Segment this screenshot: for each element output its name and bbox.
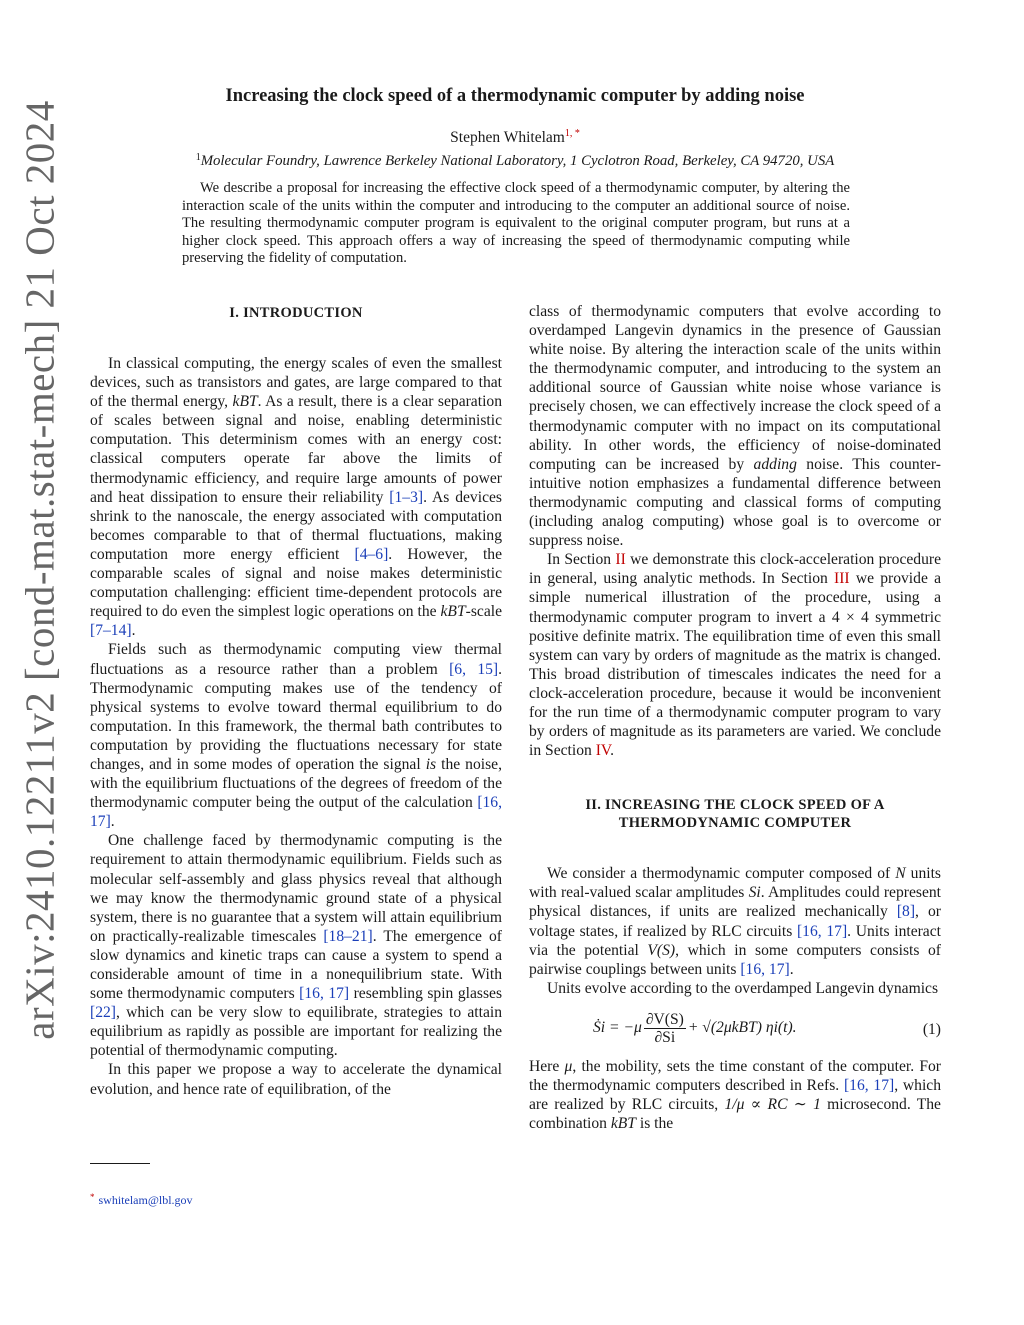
affiliation-mark: 1	[195, 152, 201, 163]
citation-16-17[interactable]: [16, 17]	[299, 985, 350, 1003]
langevin-equation	[529, 1009, 941, 1045]
citation-22[interactable]: [22]	[90, 1004, 116, 1022]
footnote	[90, 1192, 193, 1208]
equation-fraction: $\frac{\partial V(S)}{\partial Si}$	[645, 1010, 684, 1046]
equation-formula: Ṡi = −μ $\frac{\partial V(S)}{\partial Si}$ + √(2μkBT) ηi(t).	[593, 1010, 797, 1046]
citation-18-21[interactable]: [18–21]	[323, 927, 373, 945]
author-email-link[interactable]: swhitelam@lbl.gov	[98, 1193, 193, 1207]
equation-number: (1)	[922, 1020, 941, 1038]
section-link-iv[interactable]: IV	[595, 742, 611, 760]
citation-16-17[interactable]: [16, 17]	[90, 794, 502, 831]
affiliation-text: Molecular Foundry, Lawrence Berkeley National Laboratory, 1 Cyclotron Road, Berkeley, CA 94720, USA	[200, 153, 835, 169]
author-line	[90, 128, 940, 147]
intro-paragraph-1: In classical computing, the energy scales of even the smallest devices, such as transistors and gates, are large compared to that of the thermal energy, kBT. As a result, there is a clear separation of scales between signal and noise, enabling deterministic computation. This determinism comes with an energy cost: classical computers operate far above the limits of thermodynamic efficiency, and require large amounts of power and heat dissipation to ensure their reliability [1–3]. As devices shrink to the nanoscale, the energy associated with computation becomes comparable to that of thermal fluctuations, making computation more energy efficient [4–6]. However, the comparable scales of signal and noise makes deterministic computation challenging: efficient time-dependent protocols are required to do even the simplest logic operations on the kBT-scale [7–14].	[90, 355, 502, 640]
section2-paragraph-1: We consider a thermodynamic computer composed of N units with real-valued scalar amplitudes Si. Amplitudes could represent physical distances, if units are realized mechanically [8], or voltage states, if realized by RLC circuits [16, 17]. Units interact via the potential V(S), which in some computers consists of pairwise couplings between units [16, 17].	[529, 865, 941, 978]
right-paragraph-1: class of thermodynamic computers that evolve according to overdamped Langevin dynamics in the presence of Gaussian white noise. By altering the interaction scale of the units within the thermodynamic computer, and introducing to the system an additional source of Gaussian white noise whose variance is precisely chosen, we can effectively increase the clock speed of a thermodynamic computer with no impact on its computational ability. In other words, the efficiency of noise-dominated computing can be increased by adding noise. This counter-intuitive notion emphasizes a fundamental difference between thermodynamic computing and classical forms of computing (including analog computing) whose goal is to overcome or suppress noise.	[529, 303, 941, 550]
section2-paragraph-2: Units evolve according to the overdamped Langevin dynamics	[547, 979, 939, 997]
left-column	[90, 302, 502, 1099]
right-column	[529, 302, 941, 1133]
footnote-mark: *	[90, 1192, 95, 1202]
paper-title: Increasing the clock speed of a thermodynamic computer by adding noise	[225, 86, 805, 106]
citation-16-17[interactable]: [16, 17]	[740, 960, 790, 978]
kbt-symbol: kBT	[232, 393, 258, 411]
right-paragraph-2: In Section II we demonstrate this clock-acceleration procedure in general, using analytic methods. In Section III we provide a simple numerical illustration of the procedure, using a thermodynamic computer program to invert a 4 × 4 symmetric positive definite matrix. The equilibration time of even this small system can vary by orders of magnitude as the matrix is changed. This broad distribution of timescales indicates the need for a clock-acceleration procedure, because it would be inconvenient for the run time of a thermodynamic computer program to vary by orders of magnitude as its parameters are varied. We conclude in Section IV.	[529, 551, 941, 760]
arxiv-identifier: arXiv:2410.12211v2 [cond-mat.stat-mech] 21 Oct 2024	[17, 100, 63, 1040]
section-heading-clock-speed: II. INCREASING THE CLOCK SPEED OF A THERMODYNAMIC COMPUTER	[585, 797, 885, 832]
citation-8[interactable]: [8]	[896, 903, 916, 921]
section-link-ii[interactable]: II	[615, 551, 626, 569]
intro-paragraph-3: One challenge faced by thermodynamic computing is the requirement to attain thermodynamic equilibrium. Fields such as molecular self-assembly and glass physics reveal that although we may know the thermodynamic ground state of a physical system, there is no guarantee that a system will attain equilibrium on practically-realizable timescales [18–21]. The emergence of slow dynamics and kinetic traps can cause a system to spend a considerable amount of time in a nonequilibrium state. With some thermodynamic computers [16, 17] resembling spin glasses [22], which can be very slow to equilibrate, strategies to attain equilibrium as rapidly as possible are important for realizing the potential of thermodynamic computing.	[90, 832, 503, 1060]
section-link-iii[interactable]: III	[834, 570, 850, 588]
intro-paragraph-2: Fields such as thermodynamic computing view thermal fluctuations as a resource rather than a problem [6, 15]. Thermodynamic computing makes use of the tendency of physical systems to evolve toward thermal equilibrium to do computation. In this framework, the thermal bath contributes to computation by providing the fluctuations necessary for state changes, and in some modes of operation the signal is the noise, with the equilibrium fluctuations of the degrees of freedom of the thermodynamic computer being the output of the calculation [16, 17].	[90, 641, 503, 831]
section-heading-introduction: I. INTRODUCTION	[229, 305, 363, 321]
citation-4-6[interactable]: [4–6]	[354, 545, 389, 563]
citation-1-3[interactable]: [1–3]	[389, 488, 424, 506]
abstract: We describe a proposal for increasing the effective clock speed of a thermodynamic computer, by altering the interaction scale of the units within the computer and introducing to the computer an additional source of noise. The resulting thermodynamic computer program is equivalent to the original computer program, but runs at a higher clock speed. This approach offers a way of increasing the speed of thermodynamic computing while preserving the fidelity of computation.	[182, 180, 850, 266]
section2-paragraph-3: Here μ, the mobility, sets the time constant of the computer. For the thermodynamic computers described in Refs. [16, 17], which are realized by RLC circuits, 1/μ ∝ RC ∼ 1 microsecond. The combination kBT is the	[529, 1057, 942, 1133]
citation-6-15[interactable]: [6, 15]	[449, 660, 499, 678]
citation-16-17[interactable]: [16, 17]	[796, 922, 848, 940]
citation-7-14[interactable]: [7–14]	[90, 622, 132, 640]
author-name: Stephen Whitelam	[450, 129, 565, 146]
intro-paragraph-4: In this paper we propose a way to accelerate the dynamical evolution, and hence rate of equilibration, of the	[90, 1061, 502, 1098]
footnote-rule	[90, 1163, 150, 1164]
citation-16-17[interactable]: [16, 17]	[843, 1077, 895, 1094]
affiliation	[90, 152, 940, 170]
author-affiliation-mark[interactable]: 1, *	[564, 128, 580, 139]
arxiv-identifier-margin	[12, 50, 68, 1090]
kbt-symbol: kBT	[440, 603, 466, 621]
kbt-symbol: kBT	[610, 1115, 636, 1133]
